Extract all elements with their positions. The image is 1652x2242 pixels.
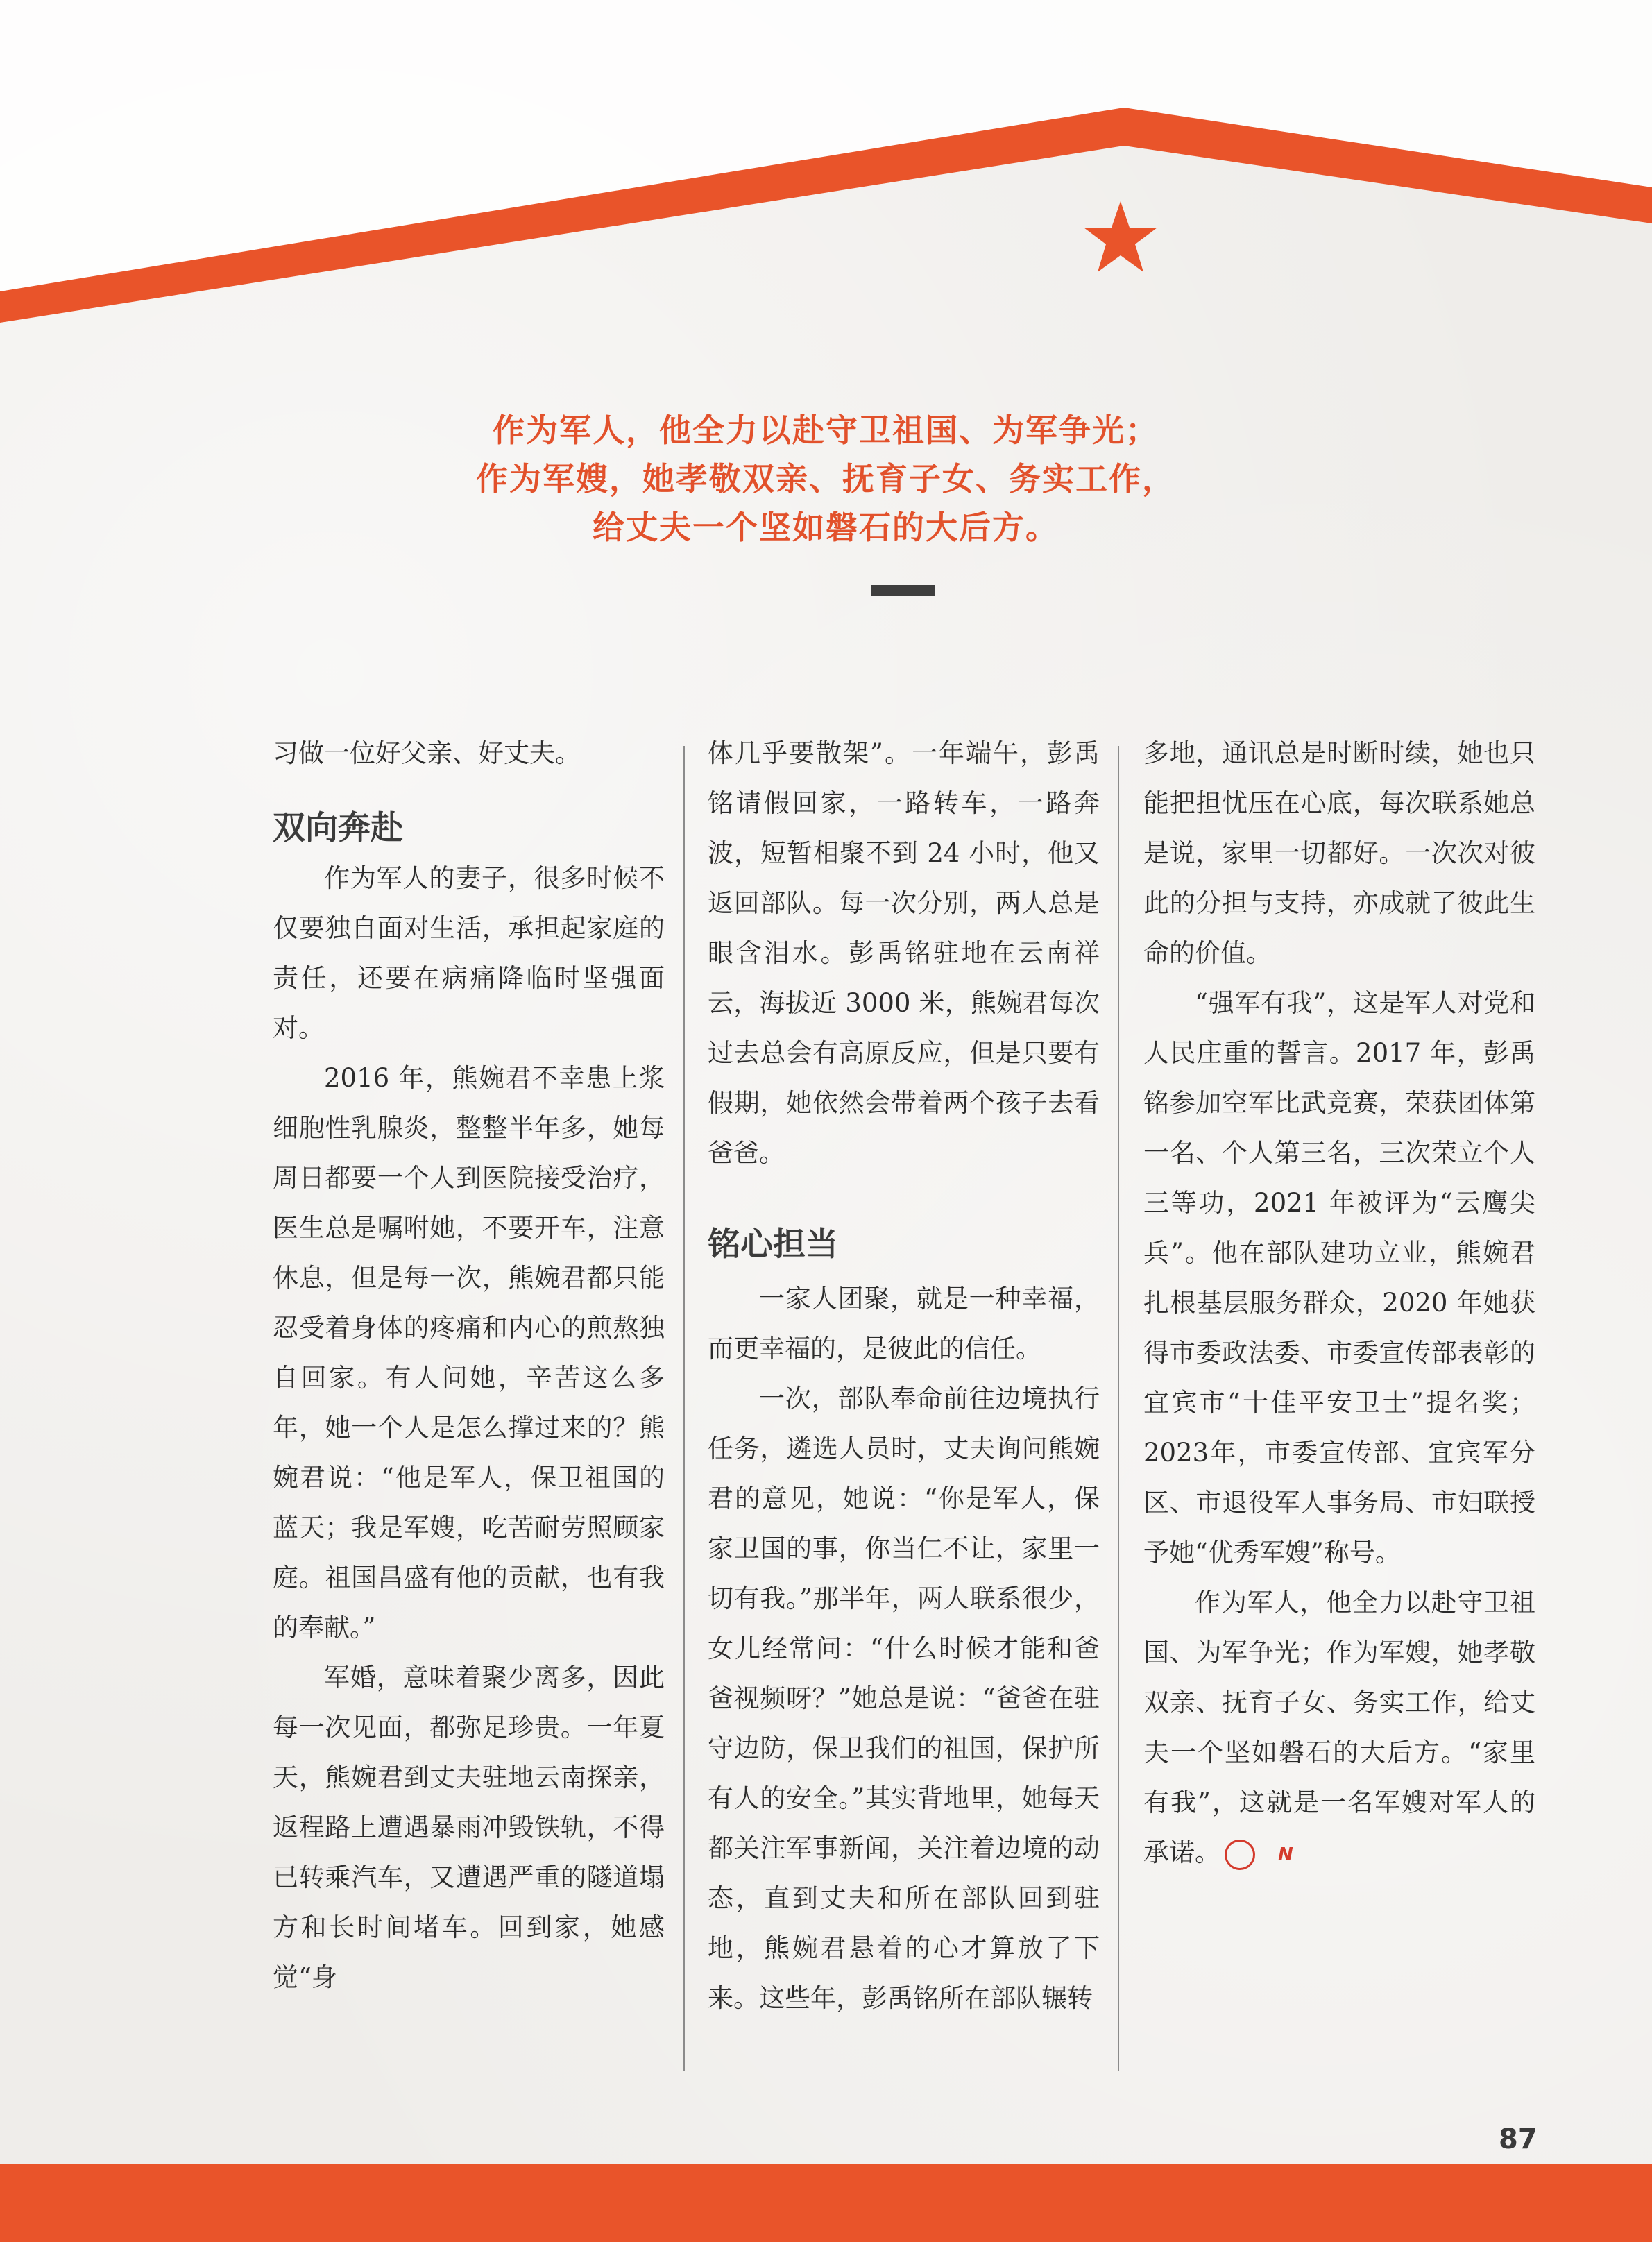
paragraph-text: 作为军人，他全力以赴守卫祖国、为军争光；作为军嫂，她孝敬双亲、抚育子女、务实工作，给丈夫一个坚如磐石的大后方。“家里有我”，这就是一名军嫂对军人的承诺。 [1143, 1588, 1535, 1867]
quote-divider [871, 585, 935, 596]
column-divider [1118, 746, 1119, 2071]
paragraph: 体几乎要散架”。一年端午，彭禹铭请假回家，一路转车，一路奔波，短暂相聚不到 24 小时，他又返回部队。每一次分别，两人总是眼含泪水。彭禹铭驻地在云南祥云，海拔近 3000 米，熊婉君每次过去总会有高原反应，但是只要有假期，她依然会带着两个孩子去看爸爸。 [708, 738, 1100, 1168]
pull-quote-line: 作为军人，他全力以赴守卫祖国、为军争光； [493, 411, 1159, 449]
paragraph: “强军有我”，这是军人对党和人民庄重的誓言。2017 年，彭禹铭参加空军比武竞赛，荣获团体第一名、个人第三名，三次荣立个人三等功，2021 年被评为“云鹰尖兵”。他在部队建功立业，熊婉君扎根基层服务群众，2020 年她获得市委政法委、市委宣传部表彰的宜宾市“十佳平安卫士”提名奖；2023年，市委宣传部、宜宾军分区、市退役军人事务局、市妇联授予她“优秀军嫂”称号。 [1143, 988, 1535, 1568]
article-column-2 [708, 729, 1100, 2023]
page-number: 87 [1499, 2123, 1538, 2155]
paragraph: 多地，通讯总是时断时续，她也只能把担忧压在心底，每次联系她总是说，家里一切都好。一次次对彼此的分担与支持，亦成就了彼此生命的价值。 [1143, 738, 1535, 968]
article-column-3 [1143, 729, 1535, 1878]
paragraph: 习做一位好父亲、好丈夫。 [273, 738, 581, 768]
paragraph: 2016 年，熊婉君不幸患上浆细胞性乳腺炎，整整半年多，她每周日都要一个人到医院接受治疗，医生总是嘱咐她，不要开车，注意休息，但是每一次，熊婉君都只能忍受着身体的疼痛和内心的煎熬独自回家。有人问她，辛苦这么多年，她一个人是怎么撑过来的？熊婉君说：“他是军人，保卫祖国的蓝天；我是军嫂，吃苦耐劳照顾家庭。祖国昌盛有他的贡献，也有我的奉献。” [273, 1063, 665, 1642]
header-white-top [0, 0, 1652, 291]
section-heading: 铭心担当 [708, 1225, 838, 1264]
paragraph [1143, 1578, 1535, 1878]
column-divider [683, 746, 685, 2071]
end-mark-icon: N [1225, 1840, 1255, 1870]
star-icon [1082, 200, 1159, 276]
pull-quote-line: 给丈夫一个坚如磐石的大后方。 [593, 509, 1059, 546]
paragraph: 作为军人的妻子，很多时候不仅要独自面对生活，承担起家庭的责任，还要在病痛降临时坚强面对。 [273, 863, 665, 1043]
paragraph: 军婚，意味着聚少离多，因此每一次见面，都弥足珍贵。一年夏天，熊婉君到丈夫驻地云南探亲，返程路上遭遇暴雨冲毁铁轨，不得已转乘汽车，又遭遇严重的隧道塌方和长时间堵车。回到家，她感觉“身 [273, 1663, 665, 1992]
header-banner [0, 0, 1652, 333]
article-column-1 [273, 729, 665, 2003]
section-heading: 双向奔赴 [273, 809, 403, 847]
pull-quote-line: 作为军嫂，她孝敬双亲、抚育子女、务实工作， [476, 460, 1175, 498]
footer-band [0, 2164, 1652, 2242]
paragraph: 一次，部队奉命前往边境执行任务，遴选人员时，丈夫询问熊婉君的意见，她说：“你是军人，保家卫国的事，你当仁不让，家里一切有我。”那半年，两人联系很少，女儿经常问：“什么时候才能和爸爸视频呀？”她总是说：“爸爸在驻守边防，保卫我们的祖国，保护所有人的安全。”其实背地里，她每天都关注军事新闻，关注着边境的动态，直到丈夫和所在部队回到驻地，熊婉君悬着的心才算放了下来。这些年，彭禹铭所在部队辗转 [708, 1384, 1100, 2013]
paragraph: 一家人团聚，就是一种幸福，而更幸福的，是彼此的信任。 [708, 1284, 1100, 1364]
pull-quote [444, 406, 1207, 552]
